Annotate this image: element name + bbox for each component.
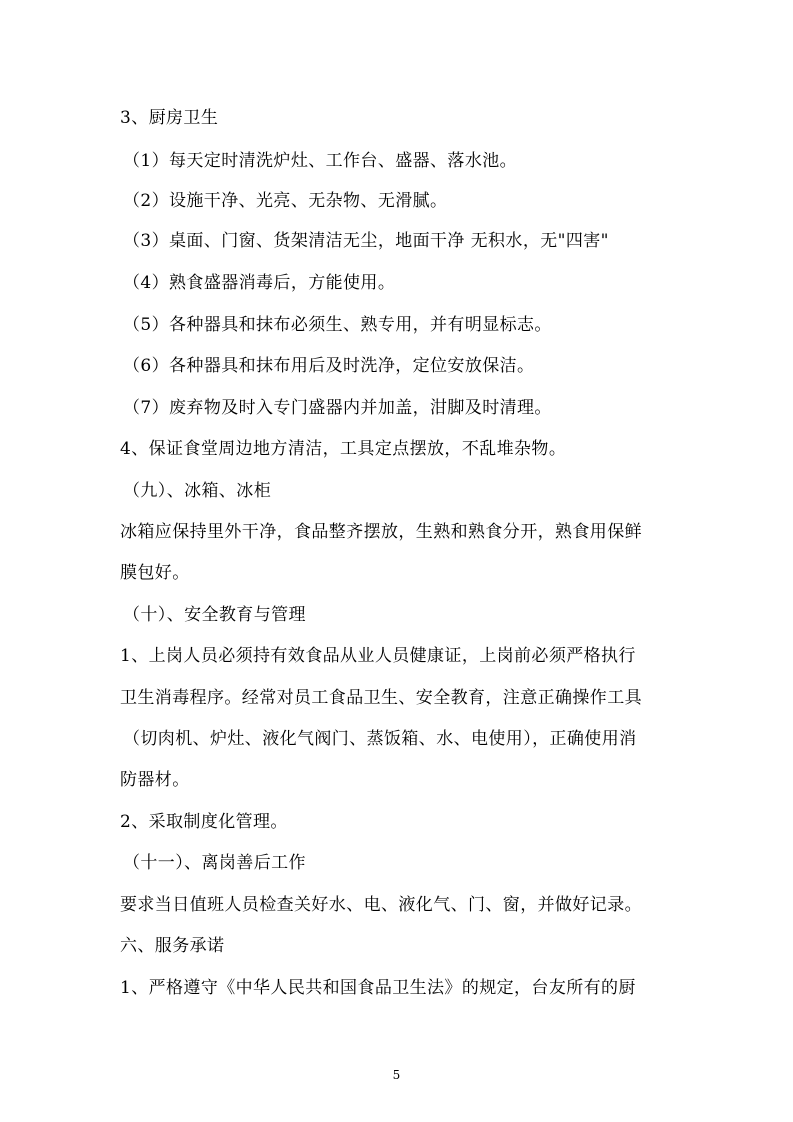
section-heading-safety: （十）、安全教育与管理 — [123, 605, 306, 625]
paragraph-line: 2、采取制度化管理。 — [120, 812, 288, 832]
paragraph-line: 防器材。 — [120, 770, 190, 790]
list-item-5: （5）各种器具和抹布必须生、熟专用，并有明显标志。 — [123, 315, 552, 335]
paragraph-line: （切肉机、炉灶、液化气阀门、蒸饭箱、水、电使用），正确使用消 — [123, 729, 637, 749]
paragraph-line: 4、保证食堂周边地方清洁，工具定点摆放，不乱堆杂物。 — [120, 439, 567, 459]
list-item-3: （3）桌面、门窗、货架清洁无尘，地面干净 无积水，无"四害" — [123, 231, 609, 251]
section-heading-fridge: （九）、冰箱、冰柜 — [123, 481, 272, 501]
section-heading-service: 六、服务承诺 — [120, 936, 225, 956]
list-item-2: （2）设施干净、光亮、无杂物、无滑腻。 — [123, 191, 448, 211]
paragraph-line: 膜包好。 — [120, 563, 190, 583]
section-heading-kitchen-hygiene: 3、厨房卫生 — [120, 108, 219, 128]
paragraph-line: 1、上岗人员必须持有效食品从业人员健康证，上岗前必须严格执行 — [120, 646, 636, 666]
list-item-6: （6）各种器具和抹布用后及时洗净，定位安放保洁。 — [123, 356, 535, 376]
paragraph-line: 卫生消毒程序。经常对员工食品卫生、安全教育，注意正确操作工具 — [120, 688, 642, 708]
paragraph-line: 要求当日值班人员检查关好水、电、液化气、门、窗，并做好记录。 — [120, 895, 642, 915]
paragraph-line: 1、严格遵守《中华人民共和国食品卫生法》的规定，台友所有的厨 — [120, 978, 636, 998]
paragraph-line: 冰箱应保持里外干净，食品整齐摆放，生熟和熟食分开，熟食用保鲜 — [120, 522, 642, 542]
list-item-1: （1）每天定时清洗炉灶、工作台、盛器、落水池。 — [123, 151, 518, 171]
page-number: 5 — [392, 1068, 401, 1082]
list-item-4: （4）熟食盛器消毒后，方能使用。 — [123, 273, 396, 293]
section-heading-leave-post: （十一）、离岗善后工作 — [123, 853, 306, 873]
list-item-7: （7）废弃物及时入专门盛器内并加盖，泔脚及时清理。 — [123, 398, 552, 418]
